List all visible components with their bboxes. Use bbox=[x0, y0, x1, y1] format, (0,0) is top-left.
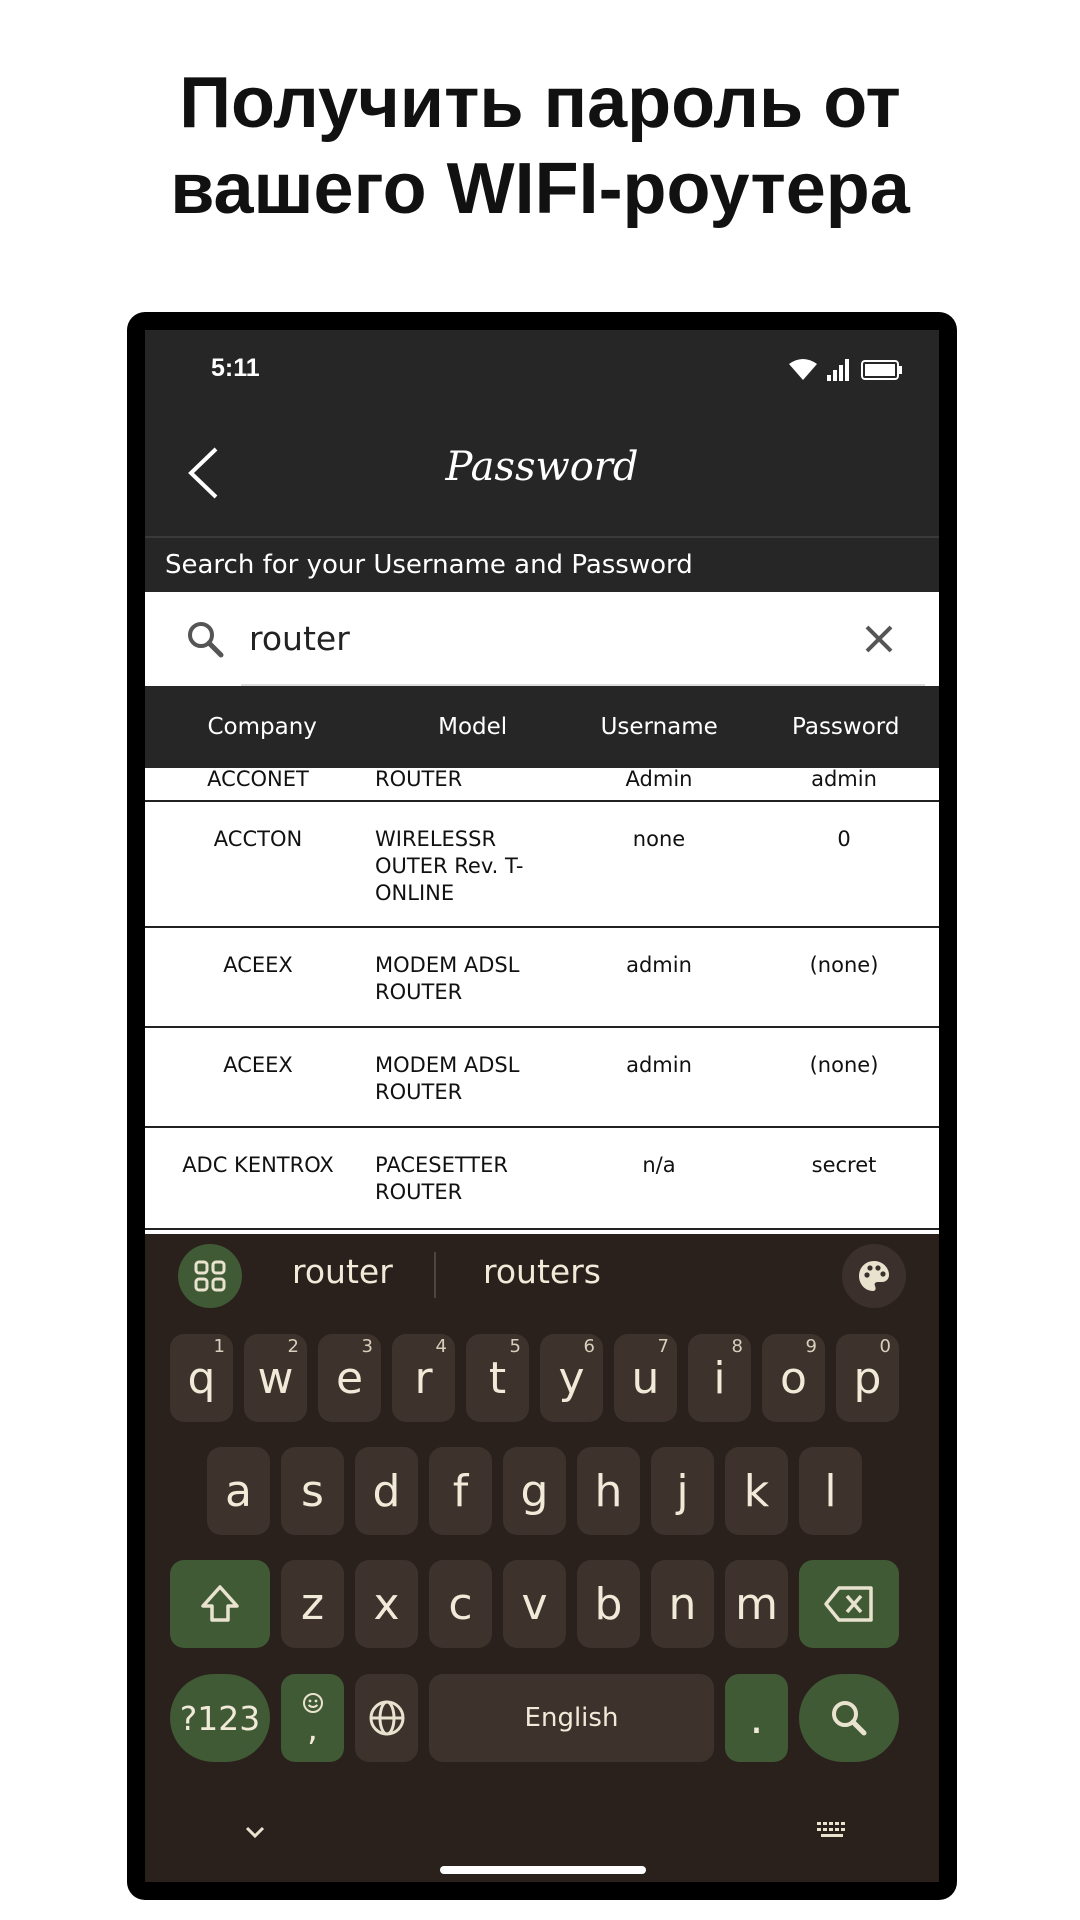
key-f[interactable]: f bbox=[429, 1447, 492, 1535]
table-row[interactable] bbox=[145, 1128, 939, 1230]
key-o-hint: 9 bbox=[805, 1336, 817, 1357]
key-t-label: t bbox=[488, 1352, 507, 1404]
key-h[interactable]: h bbox=[577, 1447, 640, 1535]
cell-password: (none) bbox=[809, 953, 879, 977]
key-r-label: r bbox=[414, 1352, 433, 1404]
key-g[interactable]: g bbox=[503, 1447, 566, 1535]
soft-keyboard bbox=[145, 1234, 939, 1882]
results-table bbox=[145, 768, 939, 1234]
key-e-hint: 3 bbox=[361, 1336, 373, 1357]
key-t[interactable] bbox=[466, 1334, 529, 1422]
key-q-label: q bbox=[187, 1352, 216, 1404]
status-icons bbox=[789, 358, 903, 382]
space-key[interactable]: English bbox=[429, 1674, 714, 1762]
cell-password: 0 bbox=[837, 827, 851, 851]
palette-icon bbox=[856, 1258, 892, 1294]
period-key[interactable]: . bbox=[725, 1674, 788, 1762]
search-input[interactable] bbox=[249, 610, 809, 666]
close-icon[interactable] bbox=[859, 619, 899, 659]
key-z[interactable]: z bbox=[281, 1560, 344, 1648]
key-v[interactable]: v bbox=[503, 1560, 566, 1648]
key-y-hint: 6 bbox=[583, 1336, 595, 1357]
key-c[interactable]: c bbox=[429, 1560, 492, 1648]
key-x[interactable]: x bbox=[355, 1560, 418, 1648]
key-p-label: p bbox=[853, 1352, 882, 1404]
backspace-icon bbox=[823, 1585, 875, 1623]
search-hint-label: Search for your Username and Password bbox=[145, 538, 939, 592]
shift-icon bbox=[198, 1582, 242, 1626]
key-y-label: y bbox=[558, 1352, 585, 1404]
key-u-label: u bbox=[631, 1352, 660, 1404]
search-bar bbox=[145, 592, 939, 686]
comma-label: , bbox=[307, 1709, 318, 1749]
key-b[interactable]: b bbox=[577, 1560, 640, 1648]
column-header-company[interactable]: Company bbox=[207, 714, 317, 740]
cell-model: PACESETTER ROUTER bbox=[375, 1153, 508, 1204]
promo-title-line1: Получить пароль от bbox=[179, 63, 901, 143]
phone-frame bbox=[127, 312, 957, 1900]
key-m[interactable]: m bbox=[725, 1560, 788, 1648]
table-row[interactable] bbox=[145, 802, 939, 928]
chevron-down-icon[interactable] bbox=[239, 1820, 271, 1844]
suggestion-divider bbox=[434, 1252, 436, 1298]
key-p[interactable] bbox=[836, 1334, 899, 1422]
cell-password: admin bbox=[811, 768, 877, 791]
search-icon bbox=[829, 1698, 869, 1738]
key-k[interactable]: k bbox=[725, 1447, 788, 1535]
column-header-password[interactable]: Password bbox=[792, 714, 900, 740]
search-action-key[interactable] bbox=[799, 1674, 899, 1762]
status-time: 5:11 bbox=[211, 354, 260, 382]
keyboard-apps-button[interactable] bbox=[178, 1244, 242, 1308]
table-header bbox=[145, 686, 939, 768]
key-l[interactable]: l bbox=[799, 1447, 862, 1535]
key-q[interactable] bbox=[170, 1334, 233, 1422]
key-e-label: e bbox=[335, 1352, 364, 1404]
cell-company: ACCONET bbox=[207, 768, 309, 791]
key-r-hint: 4 bbox=[435, 1336, 447, 1357]
cell-model: ROUTER bbox=[375, 768, 463, 791]
grid-icon bbox=[193, 1259, 227, 1293]
promo-title-line2: вашего WIFI-роутера bbox=[170, 149, 910, 229]
key-a[interactable]: a bbox=[207, 1447, 270, 1535]
cell-password: (none) bbox=[809, 1053, 879, 1077]
key-i[interactable] bbox=[688, 1334, 751, 1422]
key-u-hint: 7 bbox=[657, 1336, 669, 1357]
cell-model: MODEM ADSL ROUTER bbox=[375, 1053, 520, 1104]
key-j[interactable]: j bbox=[651, 1447, 714, 1535]
promo-title bbox=[0, 60, 1080, 232]
key-q-hint: 1 bbox=[213, 1336, 225, 1357]
wifi-icon bbox=[789, 359, 817, 381]
symbols-key[interactable]: ?123 bbox=[170, 1674, 270, 1762]
key-w-hint: 2 bbox=[287, 1336, 299, 1357]
battery-icon bbox=[861, 359, 903, 381]
key-o[interactable] bbox=[762, 1334, 825, 1422]
key-d[interactable]: d bbox=[355, 1447, 418, 1535]
column-header-username[interactable]: Username bbox=[600, 714, 718, 740]
status-bar bbox=[145, 330, 939, 410]
theme-button[interactable] bbox=[842, 1244, 906, 1308]
backspace-key[interactable] bbox=[799, 1560, 899, 1648]
suggestion-1[interactable]: router bbox=[292, 1252, 393, 1291]
suggestion-2[interactable]: routers bbox=[483, 1252, 601, 1291]
suggestion-bar bbox=[145, 1234, 939, 1314]
cell-company: ADC KENTROX bbox=[182, 1153, 334, 1177]
key-r[interactable] bbox=[392, 1334, 455, 1422]
cell-username: admin bbox=[626, 1053, 692, 1077]
cell-password: secret bbox=[811, 1153, 877, 1177]
cell-company: ACEEX bbox=[223, 1053, 293, 1077]
key-i-label: i bbox=[713, 1352, 726, 1404]
key-w[interactable] bbox=[244, 1334, 307, 1422]
column-header-model[interactable]: Model bbox=[438, 714, 508, 740]
navigation-bar bbox=[145, 1774, 939, 1882]
cell-company: ACEEX bbox=[223, 953, 293, 977]
cell-company: ACCTON bbox=[213, 827, 303, 851]
emoji-comma-key[interactable] bbox=[281, 1674, 344, 1762]
key-n[interactable]: n bbox=[651, 1560, 714, 1648]
cell-model: WIRELESSR OUTER Rev. T-ONLINE bbox=[375, 827, 524, 905]
phone-screen bbox=[145, 330, 939, 1882]
shift-key[interactable] bbox=[170, 1560, 270, 1648]
key-s[interactable]: s bbox=[281, 1447, 344, 1535]
table-row[interactable] bbox=[145, 1028, 939, 1128]
app-bar bbox=[145, 410, 939, 538]
cell-model: MODEM ADSL ROUTER bbox=[375, 953, 520, 1004]
key-t-hint: 5 bbox=[509, 1336, 521, 1357]
cell-username: n/a bbox=[642, 1153, 676, 1177]
key-u[interactable] bbox=[614, 1334, 677, 1422]
key-w-label: w bbox=[257, 1352, 294, 1404]
key-e[interactable] bbox=[318, 1334, 381, 1422]
page-title: Password bbox=[445, 444, 639, 490]
search-icon bbox=[185, 619, 225, 659]
cell-username: none bbox=[632, 827, 686, 851]
table-row[interactable] bbox=[145, 928, 939, 1028]
table-row[interactable] bbox=[145, 768, 939, 802]
home-indicator[interactable] bbox=[440, 1866, 646, 1874]
key-i-hint: 8 bbox=[731, 1336, 743, 1357]
signal-icon bbox=[827, 359, 851, 381]
key-p-hint: 0 bbox=[879, 1336, 891, 1357]
globe-icon bbox=[368, 1699, 406, 1737]
language-key[interactable] bbox=[355, 1674, 418, 1762]
cell-username: Admin bbox=[625, 768, 693, 791]
key-o-label: o bbox=[780, 1352, 807, 1404]
key-y[interactable] bbox=[540, 1334, 603, 1422]
cell-username: admin bbox=[626, 953, 692, 977]
keyboard-icon[interactable] bbox=[815, 1818, 849, 1844]
